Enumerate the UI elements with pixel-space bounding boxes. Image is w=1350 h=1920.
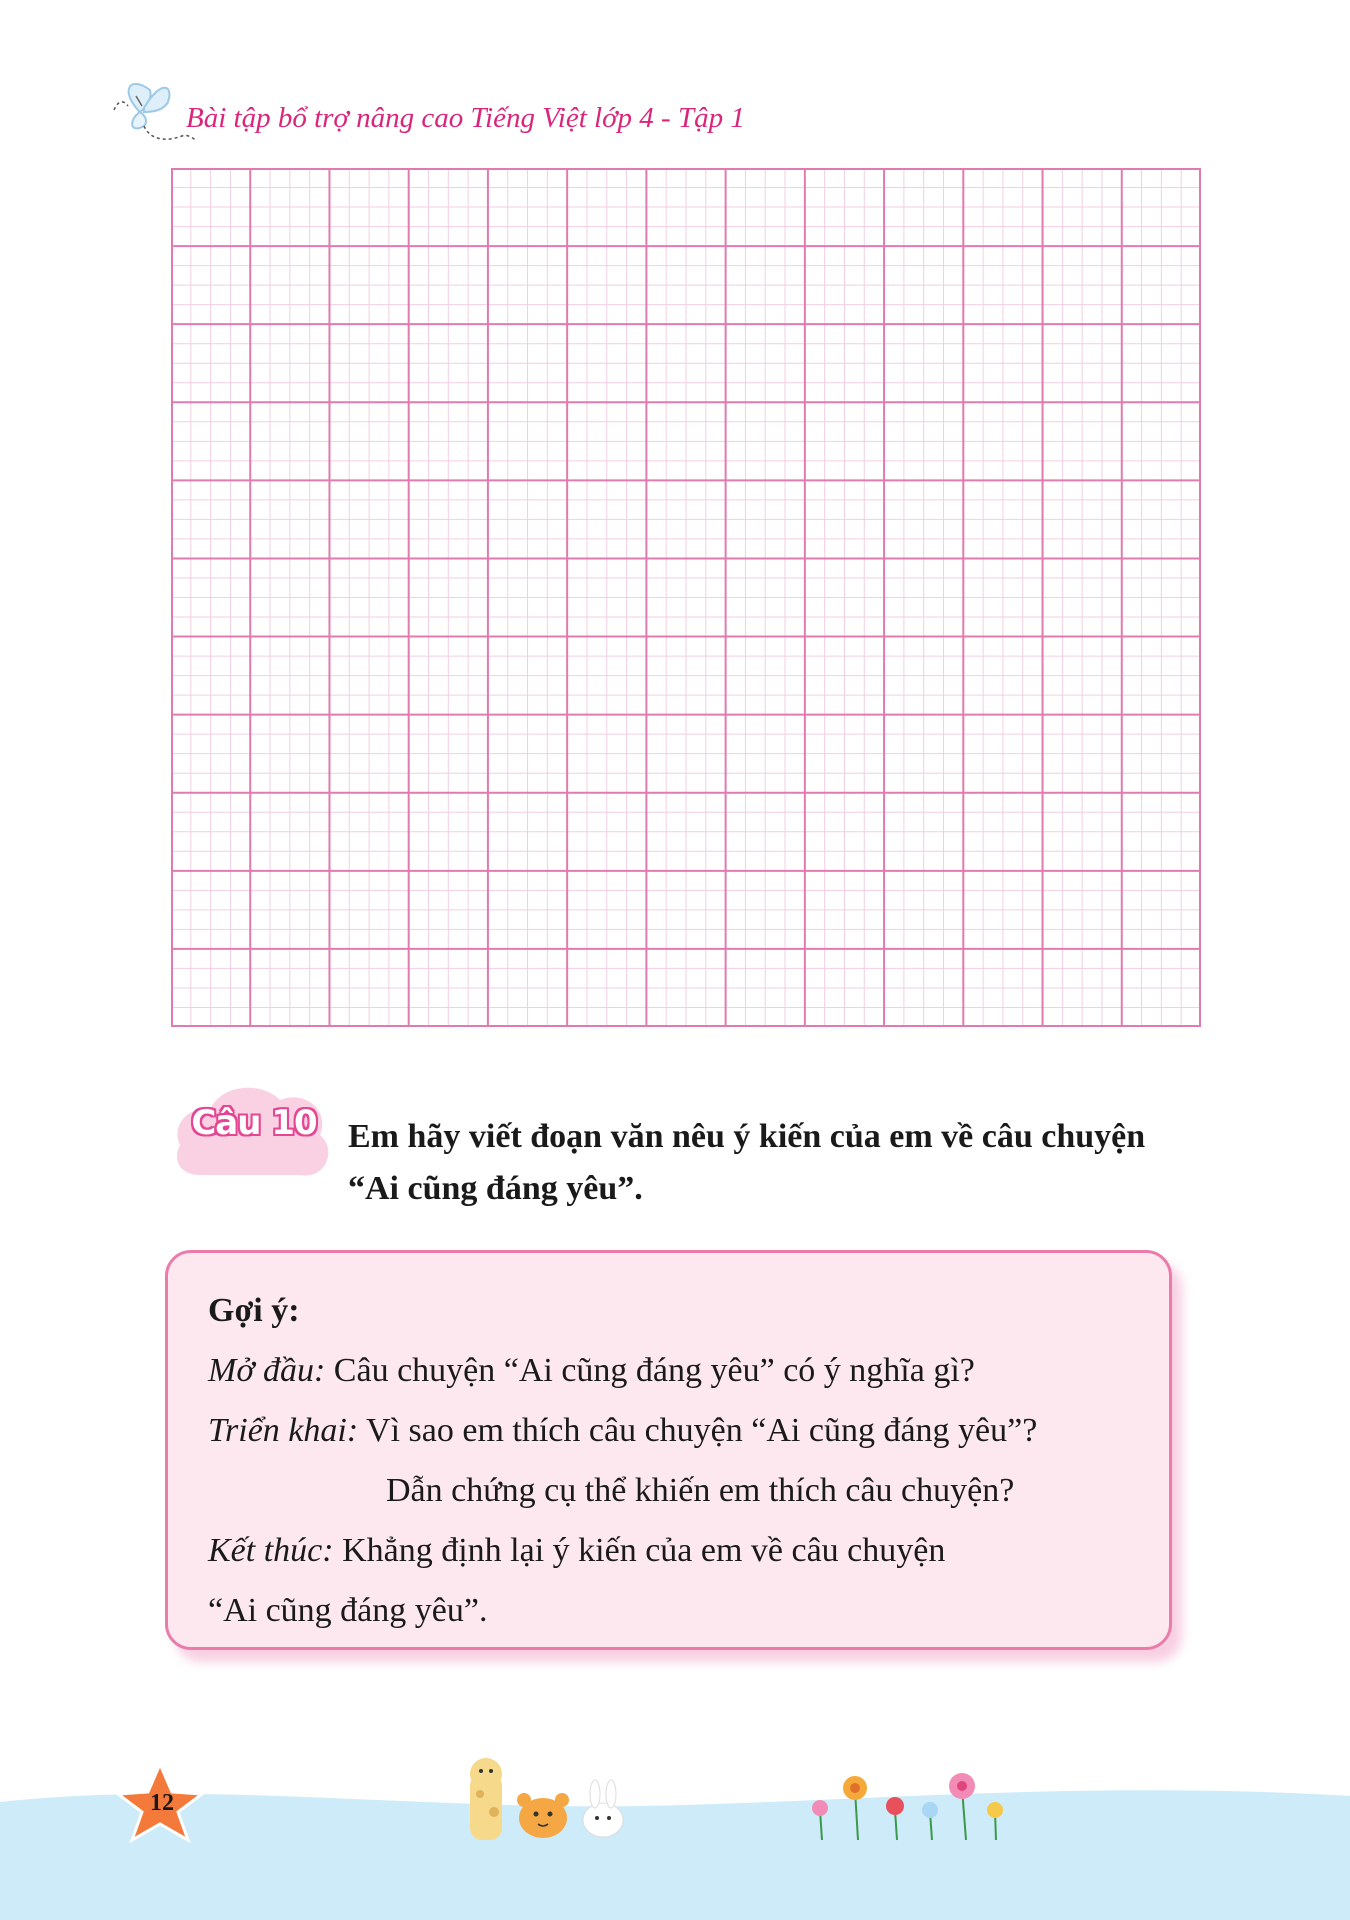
page-number: 12 [150, 1790, 174, 1816]
writing-grid[interactable] [171, 168, 1201, 1027]
giraffe-icon [470, 1758, 502, 1840]
question-line-2: “Ai cũng đáng yêu”. [348, 1170, 643, 1207]
hint-line-ending [208, 1521, 1148, 1581]
hint-label-ending: Kết thúc: [208, 1532, 334, 1569]
hint-line-opening [208, 1341, 1148, 1401]
question-text [348, 1111, 1208, 1215]
hint-text-opening: Câu chuyện “Ai cũng đáng yêu” có ý nghĩa gì? [325, 1352, 975, 1389]
book-title: Bài tập bổ trợ nâng cao Tiếng Việt lớp 4 - Tập 1 [186, 102, 745, 134]
hint-text-body: Vì sao em thích câu chuyện “Ai cũng đáng yêu”? [358, 1412, 1038, 1449]
hint-line-ending-cont: “Ai cũng đáng yêu”. [208, 1592, 488, 1629]
footer-decoration [0, 1740, 1350, 1920]
question-block [170, 1075, 1220, 1235]
hint-label-opening: Mở đầu: [208, 1352, 326, 1389]
hint-line-evidence: Dẫn chứng cụ thể khiến em thích câu chuyện? [386, 1472, 1015, 1509]
hint-line-body [208, 1401, 1148, 1461]
hint-box [165, 1250, 1172, 1650]
bunny-icon [583, 1780, 623, 1837]
hint-title: Gợi ý: [208, 1292, 300, 1329]
question-number-badge: Câu 10 [191, 1103, 317, 1143]
hint-label-body: Triển khai: [208, 1412, 359, 1449]
page-header [110, 70, 1010, 150]
question-line-1: Em hãy viết đoạn văn nêu ý kiến của em về câu chuyện [348, 1118, 1146, 1155]
hint-text-ending: Khẳng định lại ý kiến của em về câu chuyện [333, 1532, 946, 1569]
